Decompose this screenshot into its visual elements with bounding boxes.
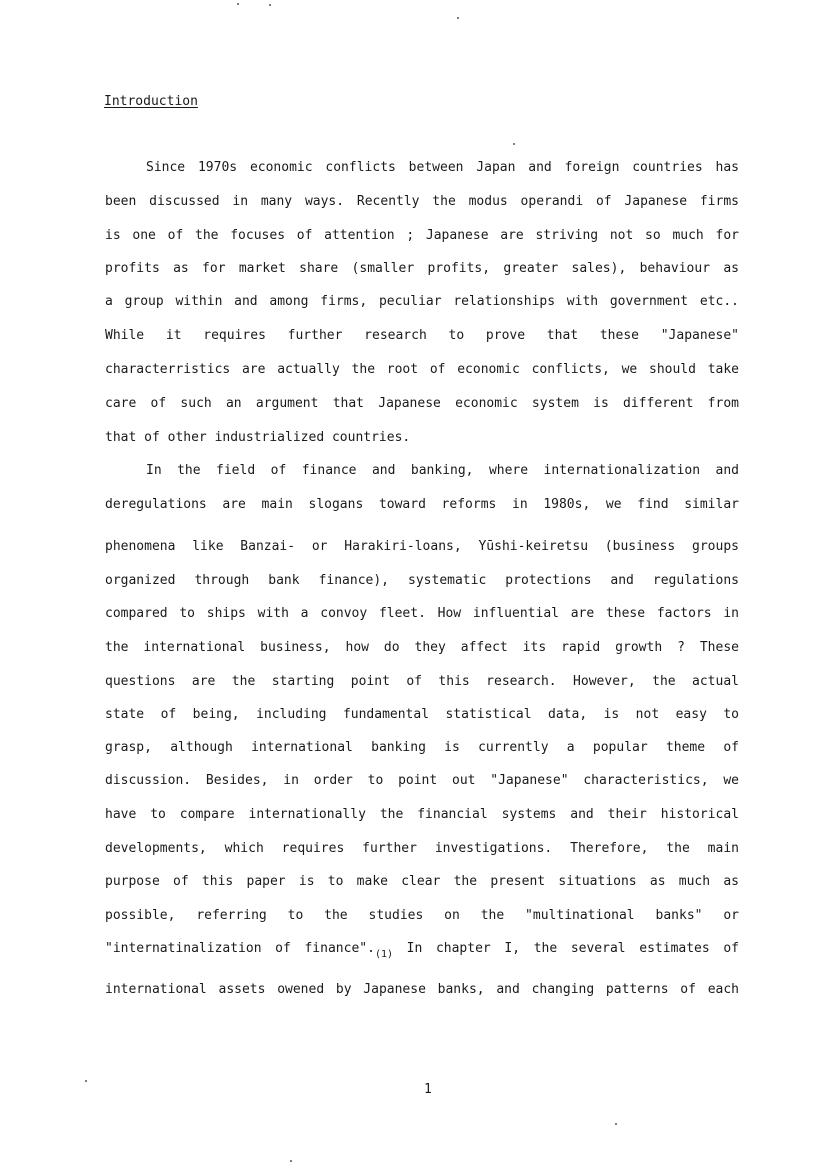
paragraph-1-line-6: While it requires further research to prove that these "Japanese" bbox=[105, 328, 739, 343]
paragraph-2-line-15 bbox=[105, 941, 739, 963]
line-15-start: "internatinalization of finance". bbox=[105, 941, 375, 956]
paragraph-1-line-3: is one of the focuses of attention ; Japanese are striving not so much for bbox=[105, 228, 739, 243]
scan-speck bbox=[269, 4, 271, 6]
section-heading: Introduction bbox=[104, 94, 198, 109]
scan-speck bbox=[615, 1123, 617, 1125]
paragraph-2-line-12: developments, which requires further investigations. Therefore, the main bbox=[105, 841, 739, 856]
scan-speck bbox=[457, 17, 459, 19]
paragraph-2-line-4: organized through bank finance), systematic protections and regulations bbox=[105, 573, 739, 588]
paragraph-2-line-2: deregulations are main slogans toward reforms in 1980s, we find similar bbox=[105, 497, 739, 512]
scan-speck bbox=[290, 1160, 292, 1162]
paragraph-2-line-11: have to compare internationally the financial systems and their historical bbox=[105, 807, 739, 822]
paragraph-2-line-6: the international business, how do they affect its rapid growth ? These bbox=[105, 640, 739, 655]
paragraph-1-line-1: Since 1970s economic conflicts between Japan and foreign countries has bbox=[146, 160, 739, 175]
paragraph-1-line-8: care of such an argument that Japanese economic system is different from bbox=[105, 396, 739, 411]
paragraph-2-line-13: purpose of this paper is to make clear the present situations as much as bbox=[105, 874, 739, 889]
paragraph-2-line-5: compared to ships with a convoy fleet. How influential are these factors in bbox=[105, 606, 739, 621]
paragraph-2-line-16: international assets owened by Japanese banks, and changing patterns of each bbox=[105, 982, 739, 997]
scan-speck bbox=[513, 143, 515, 145]
paragraph-2-line-9: grasp, although international banking is currently a popular theme of bbox=[105, 740, 739, 755]
paragraph-1-line-4: profits as for market share (smaller profits, greater sales), behaviour as bbox=[105, 261, 739, 276]
scan-speck bbox=[85, 1080, 87, 1082]
paragraph-2-line-8: state of being, including fundamental statistical data, is not easy to bbox=[105, 707, 739, 722]
paragraph-2-line-10: discussion. Besides, in order to point out "Japanese" characteristics, we bbox=[105, 773, 739, 788]
paragraph-1-line-2: been discussed in many ways. Recently the modus operandi of Japanese firms bbox=[105, 194, 739, 209]
paragraph-2-line-3: phenomena like Banzai- or Harakiri-loans, Yūshi-keiretsu (business groups bbox=[105, 539, 739, 554]
paragraph-2-line-7: questions are the starting point of this research. However, the actual bbox=[105, 674, 739, 689]
paragraph-1-line-7: characterristics are actually the root of economic conflicts, we should take bbox=[105, 362, 739, 377]
paragraph-1-line-9: that of other industrialized countries. bbox=[105, 430, 411, 445]
paragraph-2-line-14: possible, referring to the studies on the "multinational banks" or bbox=[105, 908, 739, 923]
footnote-marker: (1) bbox=[374, 949, 393, 960]
paragraph-2-line-1: In the field of finance and banking, where internationalization and bbox=[146, 463, 739, 478]
scan-speck bbox=[237, 3, 239, 5]
paragraph-1-line-5: a group within and among firms, peculiar relationships with government etc.. bbox=[105, 294, 739, 309]
line-15-end: In chapter I, the several estimates of bbox=[393, 941, 740, 956]
page-number: 1 bbox=[424, 1082, 432, 1097]
